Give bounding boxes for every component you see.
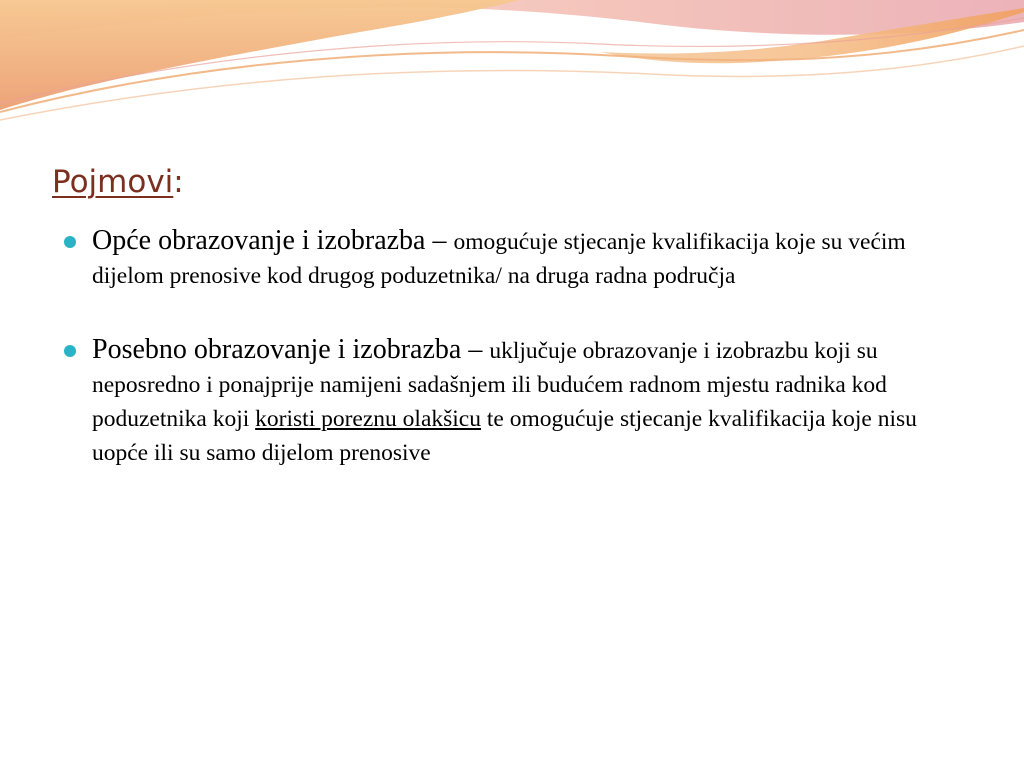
decorative-wave-banner bbox=[0, 0, 1024, 140]
bullet-item-general-education bbox=[62, 224, 970, 293]
bullet-term: Posebno obrazovanje i izobrazba bbox=[92, 334, 462, 365]
slide-title bbox=[52, 164, 184, 201]
slide-title-colon: : bbox=[173, 164, 184, 200]
bullet-dash: – bbox=[425, 225, 454, 256]
tax-relief-link[interactable]: koristi poreznu olakšicu bbox=[255, 406, 481, 432]
bullet-item-special-education bbox=[62, 333, 970, 470]
bullet-term: Opće obrazovanje i izobrazba bbox=[92, 225, 426, 256]
bullet-text-after: te omogućuje stjecanje kvalifikacija koje nisu uopće ili su samo dijelom prenosive bbox=[92, 406, 917, 466]
slide-title-text: Pojmovi bbox=[52, 164, 174, 200]
bullet-text-before: uključuje obrazovanje i izobrazbu koji su neposredno i ponajprije namijeni sadašnjem ili budućem radnom mjestu radnika kod poduzetnika koji bbox=[92, 338, 887, 432]
bullet-dot-icon bbox=[64, 236, 76, 248]
bullet-dash: – bbox=[461, 334, 490, 365]
bullet-list bbox=[62, 224, 970, 470]
bullet-text: omogućuje stjecanje kvalifikacija koje su većim dijelom prenosive kod drugog poduzetnika/ na druga radna područja bbox=[92, 229, 906, 289]
bullet-dot-icon bbox=[64, 345, 76, 357]
